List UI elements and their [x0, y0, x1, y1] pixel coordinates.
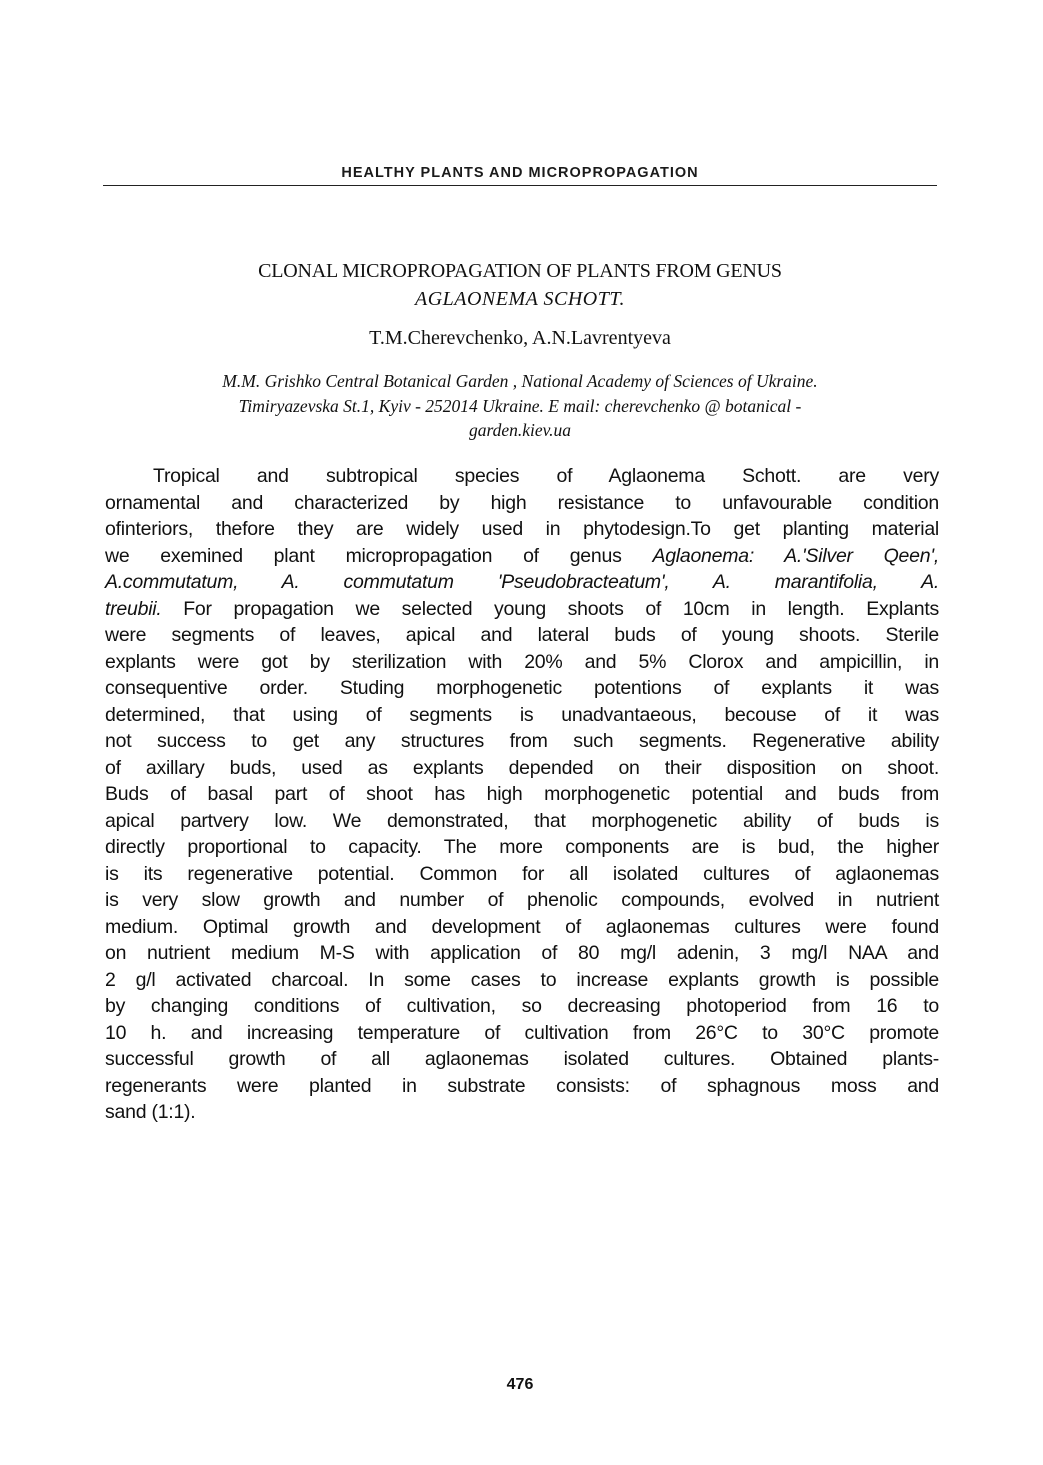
body-line: sand (1:1). [105, 1101, 196, 1123]
header-rule [103, 185, 937, 186]
article-title [103, 257, 937, 313]
body-line: ofinteriors, thefore they are widely used in phytodesign.To get planting material [105, 518, 939, 540]
body-line: Buds of basal part of shoot has high morphogenetic potential and buds from [105, 783, 939, 805]
running-head: HEALTHY PLANTS AND MICROPROPAGATION [341, 165, 699, 181]
title-line-1: CLONAL MICROPROPAGATION OF PLANTS FROM GENUS [258, 260, 782, 282]
affiliation-line: garden.kiev.ua [468, 420, 572, 440]
body-line: ornamental and characterized by high resistance to unfavourable condition [105, 491, 939, 514]
body-line-text: For propagation we selected young shoots of 10cm in length. Explants [161, 597, 939, 620]
body-line: were segments of leaves, apical and lateral buds of young shoots. Sterile [105, 624, 939, 646]
body-line: of axillary buds, used as explants depended on their disposition on shoot. [105, 756, 939, 779]
body-line: 10 h. and increasing temperature of cultivation from 26°C to 30°C promote [105, 1021, 939, 1044]
body-line: determined, that using of segments is unadvantaeous, becouse of it was [105, 703, 939, 726]
body-line: Tropical and subtropical species of Aglaonema Schott. are very [153, 465, 939, 487]
body-line: by changing conditions of cultivation, so decreasing photoperiod from 16 to [105, 995, 939, 1017]
species-italic: treubii. [105, 597, 162, 620]
body-line: is very slow growth and number of phenolic compounds, evolved in nutrient [105, 889, 939, 911]
body-line: explants were got by sterilization with 20% and 5% Clorox and ampicillin, in [105, 650, 939, 673]
body-line: 2 g/l activated charcoal. In some cases to increase explants growth is possible [105, 968, 939, 991]
authors: T.M.Cherevchenko, A.N.Lavrentyeva [369, 327, 671, 349]
affiliation [103, 369, 937, 443]
abstract-body [105, 463, 939, 1126]
body-line [105, 596, 939, 623]
body-line: successful growth of all aglaonemas isolated cultures. Obtained plants- [105, 1048, 939, 1070]
body-line: regenerants were planted in substrate consists: of sphagnous moss and [105, 1074, 939, 1097]
body-line: apical partvery low. We demonstrated, that morphogenetic ability of buds is [105, 809, 939, 832]
body-line-text: we exemined plant micropropagation of genus [105, 544, 653, 567]
page-number: 476 [506, 1376, 534, 1393]
species-list-italic: Aglaonema: A.'Silver Qeen', [652, 544, 939, 567]
body-line: not success to get any structures from such segments. Regenerative ability [105, 730, 939, 752]
body-line: on nutrient medium M-S with application of 80 mg/l adenin, 3 mg/l NAA and [105, 942, 939, 964]
affiliation-line: M.M. Grishko Central Botanical Garden , National Academy of Sciences of Ukraine. [222, 371, 818, 391]
affiliation-line: Timiryazevska St.1, Kyiv - 252014 Ukraine. E mail: cherevchenko @ botanical - [238, 395, 802, 416]
body-line: directly proportional to capacity. The more components are is bud, the higher [105, 836, 939, 858]
body-line [105, 543, 939, 570]
title-line-2: AGLAONEMA SCHOTT. [414, 288, 625, 310]
body-line: A.commutatum, A. commutatum 'Pseudobracteatum', A. marantifolia, A. [105, 571, 939, 593]
body-line: consequentive order. Studing morphogenetic potentions of explants it was [105, 677, 939, 699]
body-line: medium. Optimal growth and development of aglaonemas cultures were found [105, 915, 939, 938]
body-line: is its regenerative potential. Common for all isolated cultures of aglaonemas [105, 862, 939, 885]
